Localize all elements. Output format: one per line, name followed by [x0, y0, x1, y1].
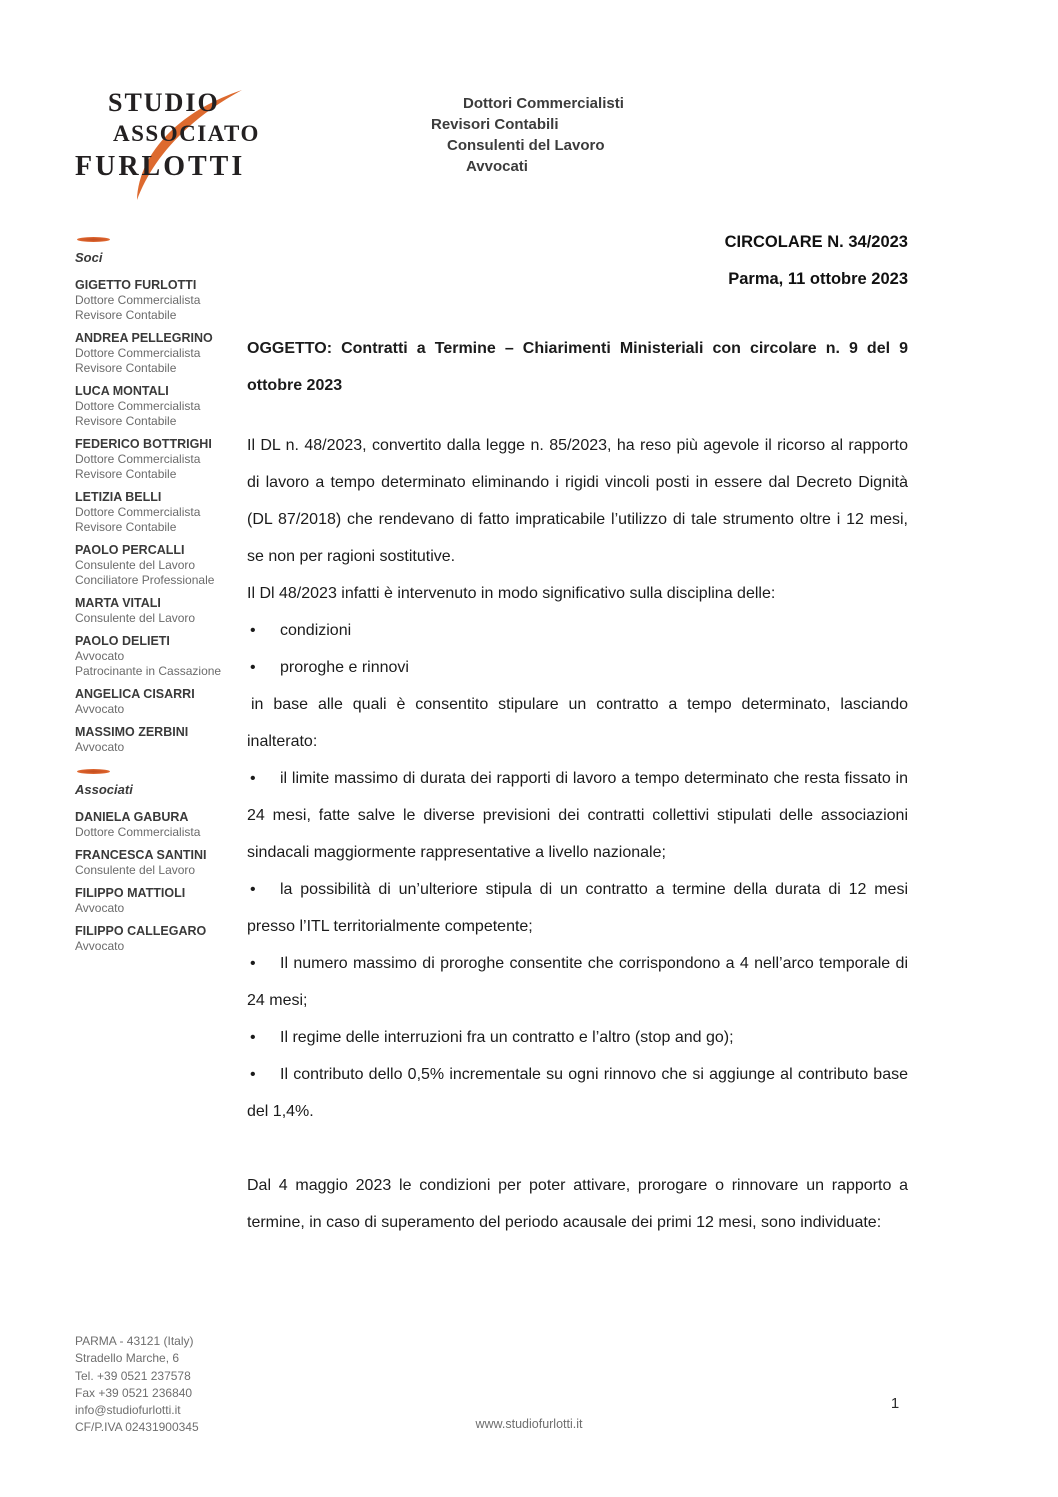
bullet-text: Il numero massimo di proroghe consentite che corrispondono a 4 nell’arco temporale di 24 mesi; [247, 955, 908, 1009]
person-role: Avvocato [75, 740, 125, 754]
bullet-text: proroghe e rinnovi [280, 659, 409, 676]
bullet-icon: • [250, 770, 256, 787]
bullet-item [247, 760, 908, 871]
person-name: DANIELA GABURA [75, 810, 189, 824]
bullet-text: condizioni [280, 622, 352, 639]
person-entry [75, 924, 245, 954]
footer-vat: CF/P.IVA 02431900345 [75, 1420, 199, 1435]
footer-address-line: Fax +39 0521 236840 [75, 1385, 193, 1400]
bullet-item [247, 612, 908, 649]
service-line: Dottori Commercialisti [463, 95, 624, 112]
bullet-text: il limite massimo di durata dei rapporti di lavoro a tempo determinato che resta fissato in 24 mesi, fatte salve le diverse previsioni dei contratti collettivi stipulati delle associazioni sindacali maggiormente rappresentative a livello nazionale; [247, 770, 908, 861]
letterhead-block [247, 224, 908, 298]
bullet-text: la possibilità di un’ulteriore stipula di un contratto a termine della durata di 12 mesi presso l’ITL territorialmente competente; [247, 881, 908, 935]
bullet-item [247, 1019, 908, 1056]
person-role: Avvocato [75, 901, 125, 915]
studio-logo [75, 88, 285, 218]
bullet-icon: • [250, 881, 256, 898]
person-role: Dottore Commercialista [75, 346, 201, 360]
logo-line-2: ASSOCIATO [113, 121, 260, 146]
person-name: FRANCESCA SANTINI [75, 848, 207, 862]
bullet-icon: • [250, 955, 256, 972]
service-line: Revisori Contabili [431, 116, 559, 133]
person-role: Dottore Commercialista [75, 825, 201, 839]
person-role: Revisore Contabile [75, 361, 177, 375]
person-role: Dottore Commercialista [75, 293, 201, 307]
associati-label: Associati [75, 782, 133, 797]
dateline: Parma, 11 ottobre 2023 [728, 270, 908, 288]
logo-line-3: FURLOTTI [75, 151, 246, 182]
person-role: Dottore Commercialista [75, 452, 201, 466]
person-role: Dottore Commercialista [75, 399, 201, 413]
person-entry [75, 384, 245, 429]
bullet-text: Il contributo dello 0,5% incrementale su ogni rinnovo che si aggiunge al contributo base del 1,4%. [247, 1066, 908, 1120]
bullet-icon: • [250, 622, 256, 639]
paragraph: in base alle quali è consentito stipulare un contratto a tempo determinato, lasciando inalterato: [247, 696, 908, 750]
bullet-icon: • [250, 659, 256, 676]
person-entry [75, 725, 245, 755]
person-entry [75, 543, 245, 588]
bullet-icon: • [250, 1029, 256, 1046]
services-list [431, 93, 624, 177]
person-entry [75, 437, 245, 482]
person-entry [75, 886, 245, 916]
person-name: FEDERICO BOTTRIGHI [75, 437, 212, 451]
bullet-item [247, 871, 908, 945]
person-name: LUCA MONTALI [75, 384, 169, 398]
footer-address-line: Stradello Marche, 6 [75, 1351, 180, 1366]
person-role: Dottore Commercialista [75, 505, 201, 519]
bullet-item [247, 945, 908, 1019]
person-entry [75, 810, 245, 840]
person-role: Avvocato [75, 939, 125, 953]
bullet-icon: • [250, 1066, 256, 1083]
logo-line-1: STUDIO [108, 88, 220, 117]
person-name: ANDREA PELLEGRINO [75, 331, 213, 345]
person-name: FILIPPO MATTIOLI [75, 886, 186, 900]
page-number: 1 [890, 1395, 900, 1412]
person-entry [75, 596, 245, 626]
person-name: LETIZIA BELLI [75, 490, 162, 504]
subject-line: OGGETTO: Contratti a Termine – Chiarimenti Ministeriali con circolare n. 9 del 9 ottobre 2023 [247, 340, 908, 394]
paragraph: Il DL n. 48/2023, convertito dalla legge n. 85/2023, ha reso più agevole il ricorso al rapporto di lavoro a tempo determinato eliminando i rigidi vincoli posti in essere dal Decreto Dignità (DL 87/2018) che rendevano di fatto impraticabile l’utilizzo di tale strumento oltre i 12 mesi, se non per ragioni sostitutive. [247, 437, 908, 565]
footer-website: www.studiofurlotti.it [475, 1417, 583, 1431]
person-role: Consulente del Lavoro [75, 611, 196, 625]
person-entry [75, 490, 245, 535]
paragraph: Il Dl 48/2023 infatti è intervenuto in modo significativo sulla disciplina delle: [247, 585, 776, 602]
person-role: Revisore Contabile [75, 520, 177, 534]
person-entry [75, 687, 245, 717]
person-entry [75, 278, 245, 323]
person-entry [75, 634, 245, 679]
person-name: GIGETTO FURLOTTI [75, 278, 197, 292]
person-name: PAOLO PERCALLI [75, 543, 185, 557]
person-role: Revisore Contabile [75, 467, 177, 481]
person-role: Revisore Contabile [75, 414, 177, 428]
person-role: Conciliatore Professionale [75, 573, 215, 587]
bullet-item [247, 1056, 908, 1130]
person-role: Consulente del Lavoro [75, 558, 196, 572]
person-name: ANGELICA CISARRI [75, 687, 195, 701]
person-role: Avvocato [75, 649, 125, 663]
service-line: Avvocati [466, 158, 528, 175]
footer-email: info@studiofurlotti.it [75, 1403, 181, 1418]
person-role: Consulente del Lavoro [75, 863, 196, 877]
accent-dash-icon [77, 237, 110, 242]
soci-label: Soci [75, 250, 103, 265]
person-name: FILIPPO CALLEGARO [75, 924, 207, 938]
service-line: Consulenti del Lavoro [447, 137, 605, 154]
bullet-text: Il regime delle interruzioni fra un contratto e l’altro (stop and go); [280, 1029, 734, 1046]
letter-body [247, 330, 908, 1241]
paragraph: Dal 4 maggio 2023 le condizioni per poter attivare, prorogare o rinnovare un rapporto a termine, in caso di superamento del periodo acausale dei primi 12 mesi, sono individuate: [247, 1177, 908, 1231]
footer-address-line: PARMA - 43121 (Italy) [75, 1334, 194, 1348]
person-entry [75, 331, 245, 376]
person-entry [75, 848, 245, 878]
circular-number: CIRCOLARE N. 34/2023 [724, 233, 908, 251]
person-role: Patrocinante in Cassazione [75, 664, 222, 678]
person-name: MARTA VITALI [75, 596, 161, 610]
person-role: Revisore Contabile [75, 308, 177, 322]
sidebar [75, 232, 245, 962]
accent-dash-icon [77, 769, 110, 774]
person-role: Avvocato [75, 702, 125, 716]
person-name: PAOLO DELIETI [75, 634, 170, 648]
bullet-item [247, 649, 908, 686]
footer-address-line: Tel. +39 0521 237578 [75, 1368, 191, 1383]
person-name: MASSIMO ZERBINI [75, 725, 189, 739]
